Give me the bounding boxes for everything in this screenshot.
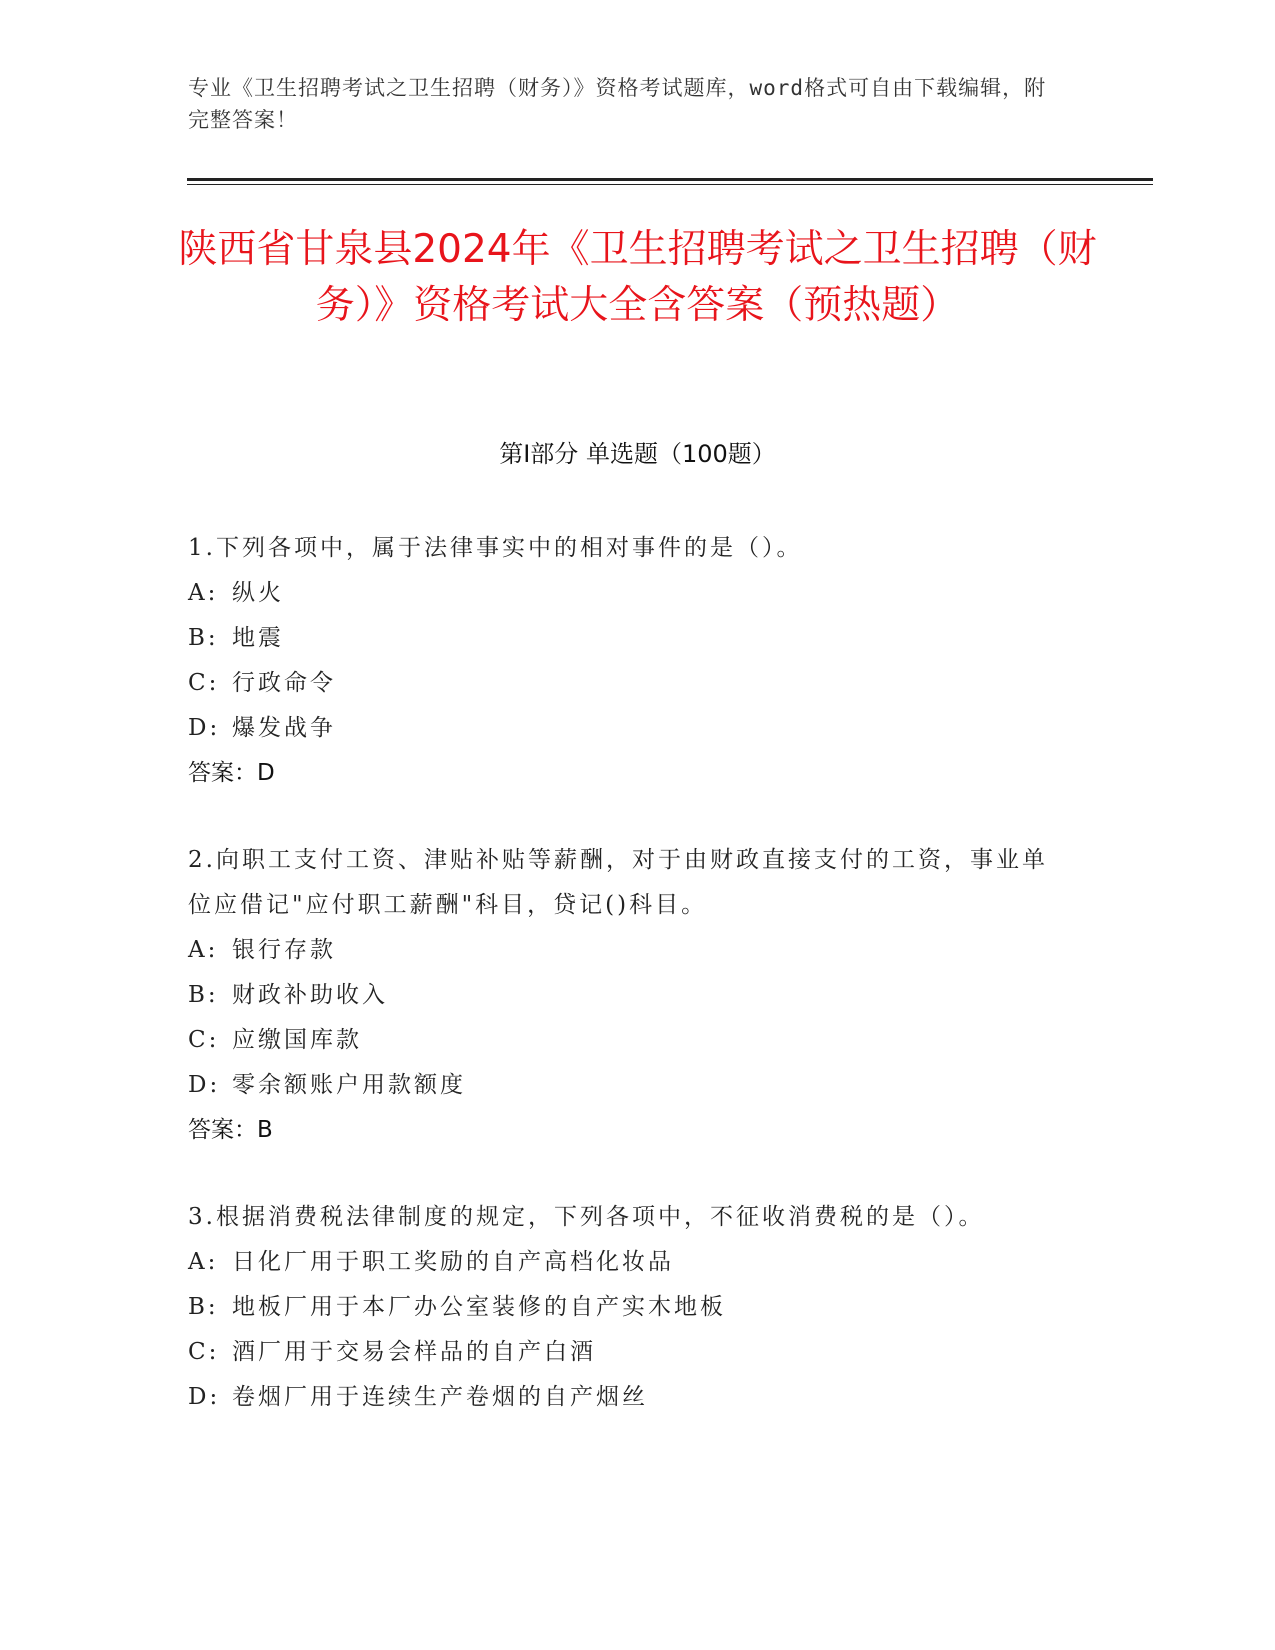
option-label: C: — [188, 670, 220, 696]
option-text: 卷烟厂用于连续生产卷烟的自产烟丝 — [232, 1384, 648, 1410]
header-divider-thick — [187, 178, 1153, 181]
option-label: B: — [188, 625, 219, 651]
option-label: A: — [188, 937, 219, 963]
document-title: 陕西省甘泉县2024年《卫生招聘考试之卫生招聘（财务）》资格考试大全含答案（预热题） — [178, 227, 1097, 328]
option-d — [188, 1375, 1068, 1420]
option-text: 应缴国库款 — [232, 1027, 362, 1053]
header-note: 专业《卫生招聘考试之卫生招聘（财务）》资格考试题库，word格式可自由下载编辑，附完整答案！ — [188, 76, 1047, 132]
question-2 — [188, 838, 1068, 1153]
option-label: D: — [188, 715, 221, 741]
question-stem: 3.根据消费税法律制度的规定，下列各项中，不征收消费税的是（）。 — [188, 1204, 985, 1230]
option-a — [188, 928, 1068, 973]
header-divider-thin — [187, 184, 1153, 185]
question-stem: 2.向职工支付工资、津贴补贴等薪酬，对于由财政直接支付的工资，事业单位应借记"应付职工薪酬"科目，贷记()科目。 — [188, 847, 1048, 918]
option-label: D: — [188, 1384, 221, 1410]
option-label: C: — [188, 1027, 220, 1053]
question-1 — [188, 526, 1068, 796]
option-label: C: — [188, 1339, 220, 1365]
section-title: 第Ⅰ部分 单选题（100题） — [499, 440, 776, 468]
question-3 — [188, 1195, 1068, 1420]
option-text: 酒厂用于交易会样品的自产白酒 — [232, 1339, 596, 1365]
question-list — [188, 526, 1068, 1462]
question-stem: 1.下列各项中，属于法律事实中的相对事件的是（）。 — [188, 535, 803, 561]
option-text: 纵火 — [232, 580, 284, 606]
option-text: 爆发战争 — [232, 715, 336, 741]
option-c — [188, 661, 1068, 706]
option-text: 行政命令 — [232, 670, 336, 696]
option-text: 财政补助收入 — [232, 982, 388, 1008]
option-a — [188, 1240, 1068, 1285]
option-text: 日化厂用于职工奖励的自产高档化妆品 — [232, 1249, 674, 1275]
option-d — [188, 706, 1068, 751]
option-b — [188, 616, 1068, 661]
option-text: 零余额账户用款额度 — [232, 1072, 466, 1098]
option-text: 地板厂用于本厂办公室装修的自产实木地板 — [232, 1294, 726, 1320]
option-d — [188, 1063, 1068, 1108]
option-a — [188, 571, 1068, 616]
answer: 答案：D — [188, 760, 275, 786]
option-c — [188, 1018, 1068, 1063]
option-label: D: — [188, 1072, 221, 1098]
option-text: 银行存款 — [232, 937, 336, 963]
option-b — [188, 1285, 1068, 1330]
option-text: 地震 — [232, 625, 284, 651]
option-label: A: — [188, 1249, 219, 1275]
option-label: A: — [188, 580, 219, 606]
option-c — [188, 1330, 1068, 1375]
option-b — [188, 973, 1068, 1018]
option-label: B: — [188, 1294, 219, 1320]
option-label: B: — [188, 982, 219, 1008]
answer: 答案：B — [188, 1117, 273, 1143]
